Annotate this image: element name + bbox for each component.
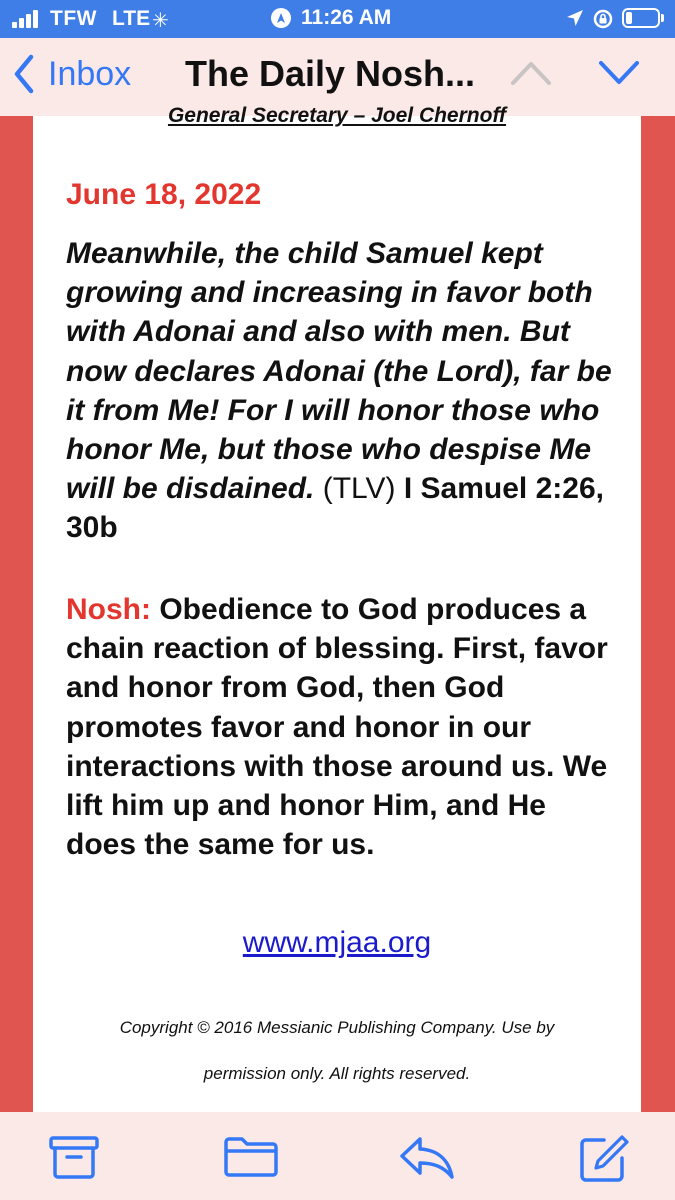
email-date: June 18, 2022 [66, 178, 262, 211]
copyright-line-1: Copyright © 2016 Messianic Publishing Company. Use by [119, 1018, 555, 1037]
folder-icon[interactable] [222, 1134, 280, 1180]
rotation-lock-icon [592, 8, 614, 30]
back-label: Inbox [48, 54, 132, 93]
verse-reference: I Samuel 2:26, 30b [66, 472, 604, 545]
email-content[interactable] [0, 104, 675, 1112]
copyright-notice [33, 1014, 641, 1106]
website-link[interactable]: www.mjaa.org [242, 926, 432, 959]
email-card [33, 104, 641, 1112]
activity-icon: ✳ [152, 10, 169, 32]
back-button[interactable] [14, 52, 131, 96]
network-type: LTE [112, 7, 151, 30]
verse-version: (TLV) [322, 472, 396, 506]
status-time: 11:26 AM [301, 6, 392, 29]
verse-paragraph [66, 234, 622, 548]
chevron-up-icon[interactable] [509, 58, 553, 88]
nosh-text: Obedience to God produces a chain reaction of blessing. First, favor and honor from God, then God promotes favor and honor in our interactions with those around us. We lift him up and honor Him, and He does the same for us. [66, 593, 608, 862]
nosh-label: Nosh: [66, 593, 151, 626]
bottom-toolbar [0, 1112, 675, 1200]
battery-tip [661, 14, 664, 22]
cellular-signal-icon [12, 10, 46, 28]
carrier-name: TFW [50, 7, 97, 30]
nosh-paragraph [66, 590, 622, 864]
status-bar [0, 0, 675, 38]
navigation-arrow-icon [566, 9, 584, 27]
verse-text: Meanwhile, the child Samuel kept growing and increasing in favor both with Adonai and also with men. But now declares Adonai (the Lord), far be it from Me! For I will honor those who honor Me, but those who despise Me will be disdained. [66, 237, 612, 506]
reply-icon[interactable] [398, 1134, 456, 1180]
author-line: General Secretary – Joel Chernoff [167, 104, 507, 127]
compose-icon[interactable] [578, 1134, 630, 1184]
battery-icon [622, 8, 660, 28]
chevron-down-icon[interactable] [597, 58, 641, 88]
archive-icon[interactable] [48, 1134, 100, 1180]
chevron-left-icon [14, 54, 34, 94]
page-title: The Daily Nosh... [185, 53, 476, 94]
copyright-line-2: permission only. All rights reserved. [203, 1064, 471, 1083]
battery-level [626, 12, 632, 24]
location-icon [271, 8, 291, 28]
